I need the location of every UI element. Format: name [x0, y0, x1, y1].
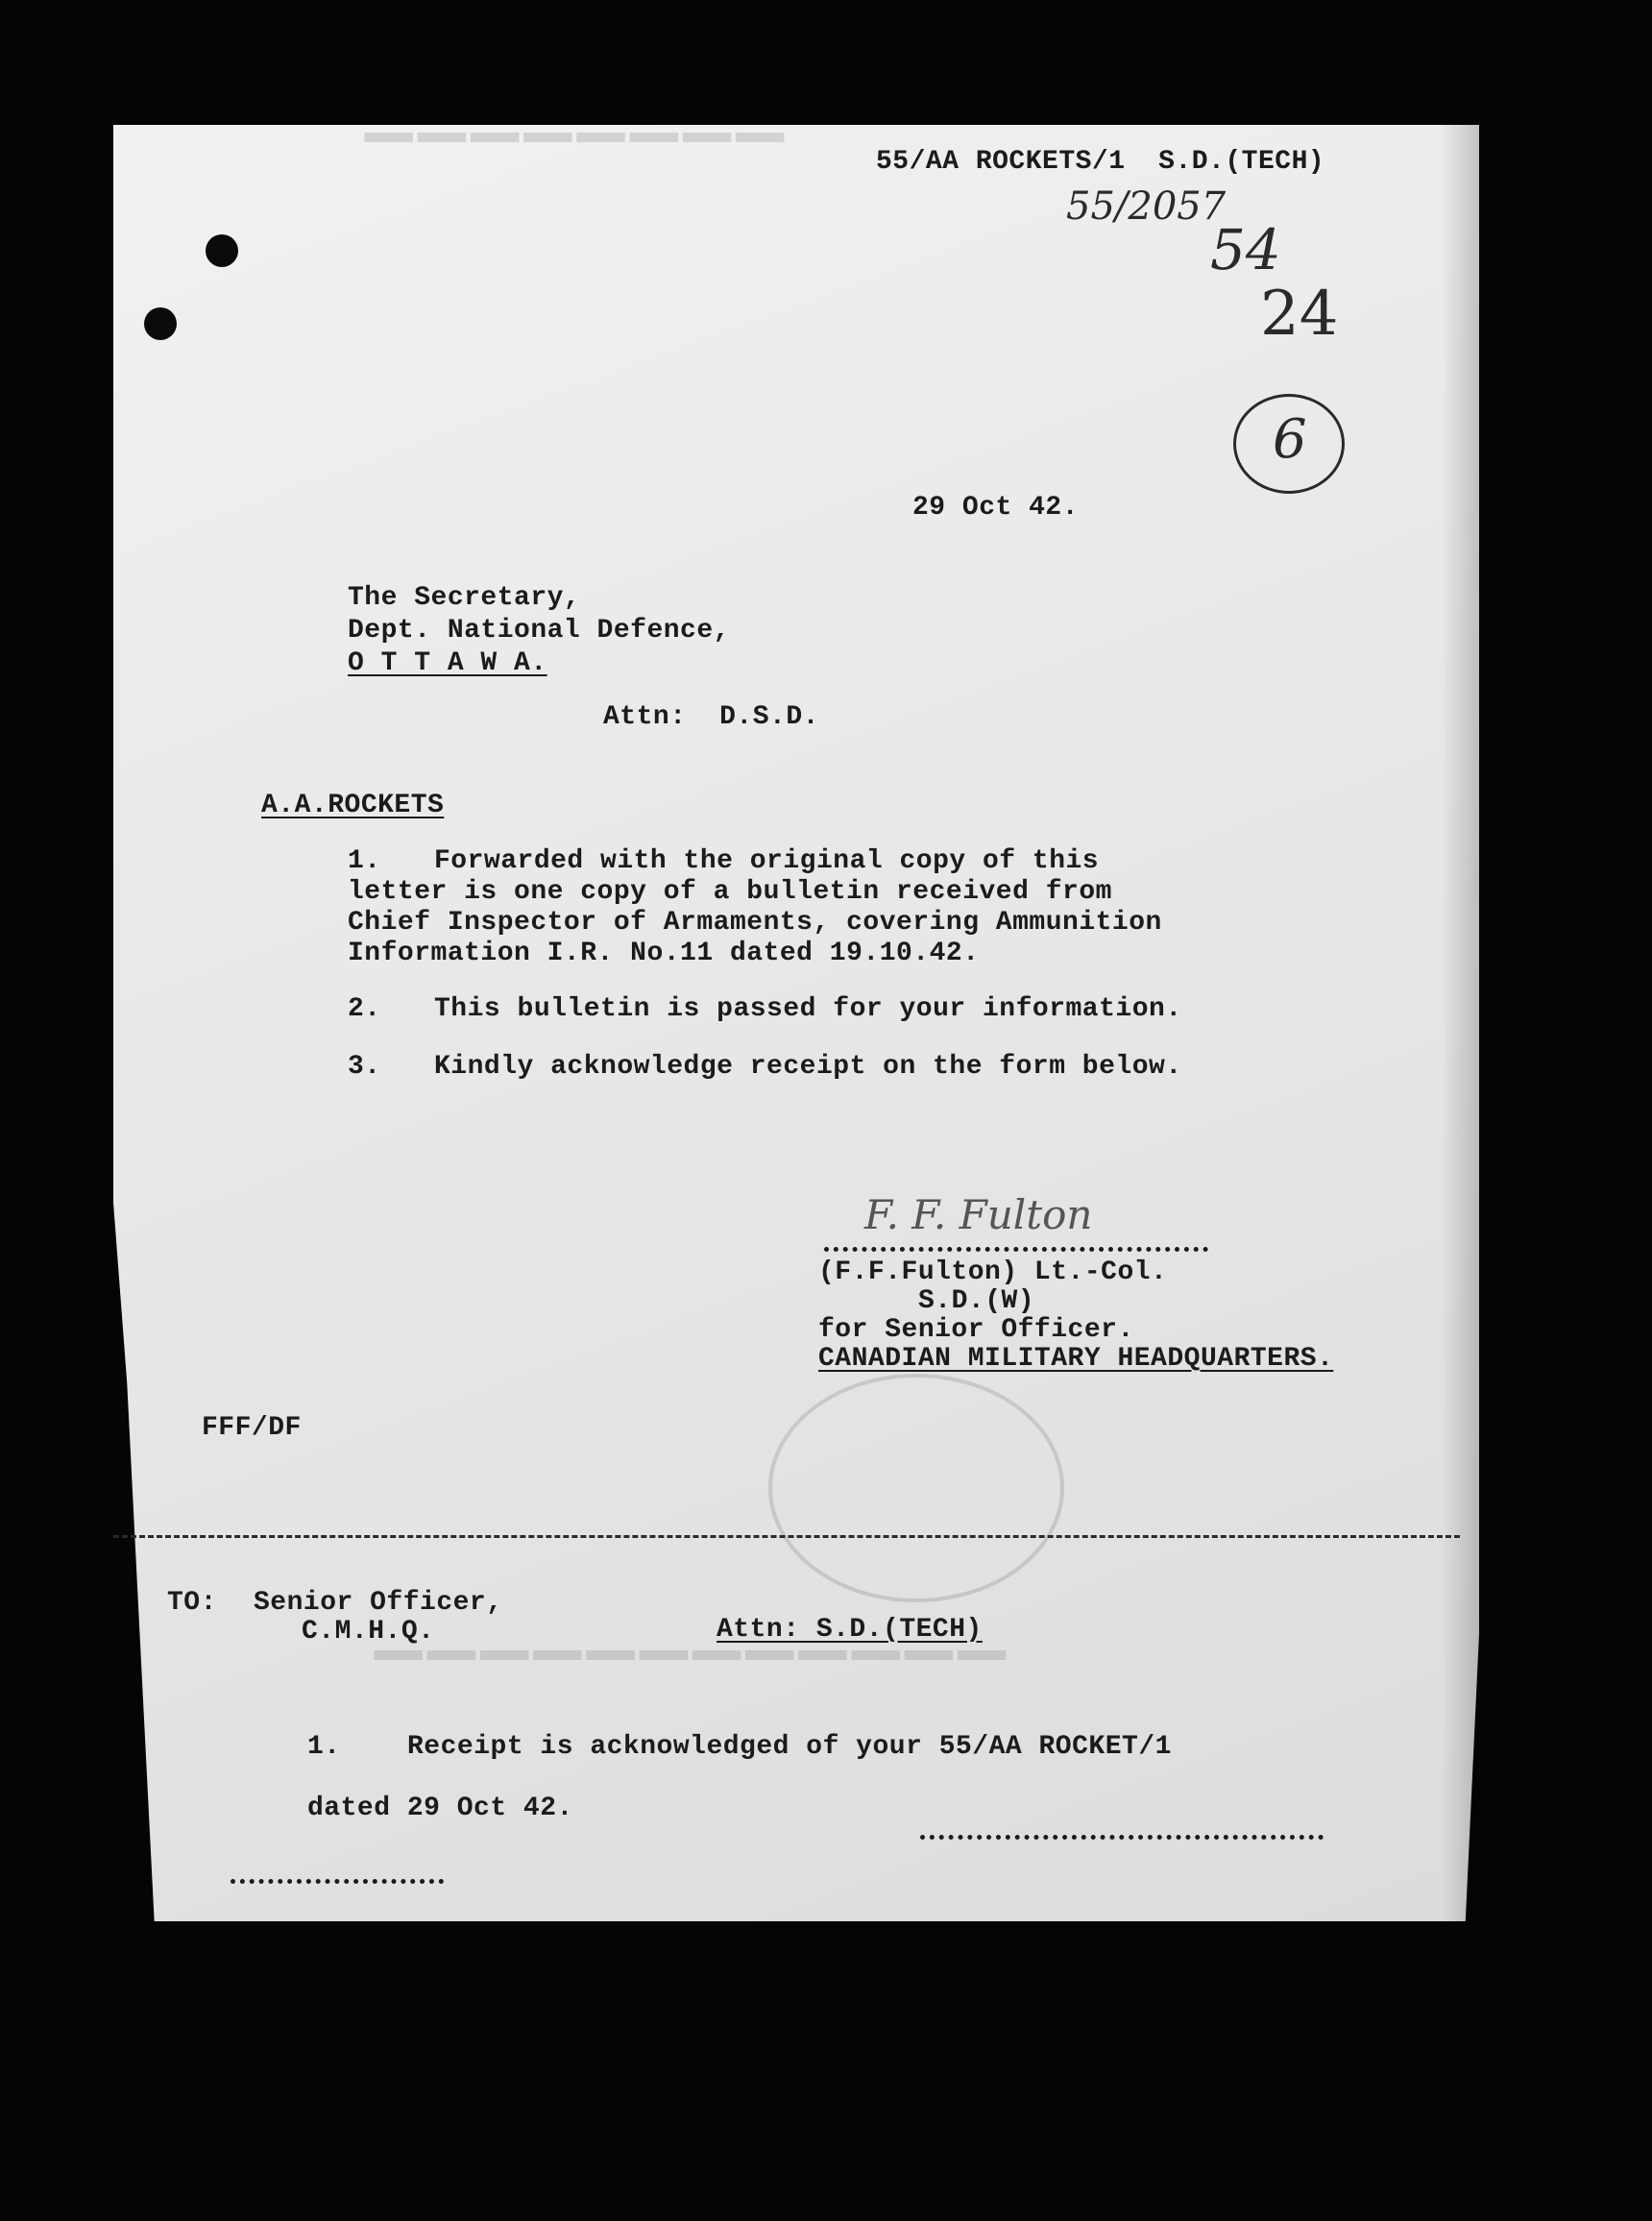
signatory-unit: S.D.(W) — [918, 1286, 1035, 1316]
paragraph-1-line-3: Chief Inspector of Armaments, covering Ammunition — [348, 908, 1162, 938]
paragraph-2-line-1: This bulletin is passed for your information. — [434, 994, 1182, 1024]
paragraph-1-line-4: Information I.R. No.11 dated 19.10.42. — [348, 939, 980, 968]
receipt-attention: Attn: S.D.(TECH) — [717, 1615, 983, 1645]
handwritten-file-number: 55/2057 — [1066, 184, 1227, 229]
punch-hole-top — [206, 234, 238, 267]
signatory-organization: CANADIAN MILITARY HEADQUARTERS. — [818, 1344, 1334, 1374]
file-reference: 55/AA ROCKETS/1 S.D.(TECH) — [876, 147, 1325, 177]
receipt-signature-dotted-line — [920, 1835, 1324, 1840]
receipt-date-dotted-line — [231, 1879, 444, 1884]
addressee-line-3: O T T A W A. — [348, 648, 547, 678]
faded-stamp — [768, 1374, 1064, 1602]
signatory-name-rank: (F.F.Fulton) Lt.-Col. — [818, 1257, 1168, 1287]
signatory-for-line: for Senior Officer. — [818, 1315, 1134, 1345]
paragraph-3-line-1: Kindly acknowledge receipt on the form below. — [434, 1052, 1182, 1082]
paragraph-3-number: 3. — [348, 1052, 381, 1082]
subject-heading: A.A.ROCKETS — [261, 791, 445, 820]
attention-line: Attn: D.S.D. — [603, 702, 819, 732]
receipt-to-label: TO: — [167, 1588, 217, 1618]
handwritten-signature: F. F. Fulton — [864, 1191, 1093, 1238]
bleed-through-bottom: ▔▔▔▔▔▔▔▔▔▔▔▔ — [375, 1652, 1011, 1723]
punch-hole-bottom — [144, 307, 177, 340]
paragraph-1-line-2: letter is one copy of a bulletin received from — [348, 877, 1112, 907]
handwritten-folio-number: 24 — [1260, 279, 1339, 350]
page-edge-shadow — [1441, 125, 1479, 1921]
paragraph-1-line-1: Forwarded with the original copy of this — [434, 846, 1100, 876]
tear-off-dashed-line — [113, 1535, 1460, 1538]
receipt-to-line-2: C.M.H.Q. — [302, 1617, 435, 1647]
receipt-to-line-1: Senior Officer, — [254, 1588, 503, 1618]
handwritten-sub-number: 54 — [1210, 217, 1281, 282]
letter-date: 29 Oct 42. — [912, 493, 1080, 523]
circled-number: 6 — [1273, 408, 1307, 471]
circled-number-badge — [1233, 394, 1345, 494]
addressee-line-1: The Secretary, — [348, 583, 581, 613]
typist-initials: FFF/DF — [202, 1413, 302, 1443]
receipt-paragraph-number: 1. — [307, 1732, 341, 1762]
paragraph-1-number: 1. — [348, 846, 381, 876]
bleed-through-top: ▔▔▔▔▔▔▔▔ — [365, 134, 790, 206]
receipt-paragraph-line-2: dated 29 Oct 42. — [307, 1794, 573, 1823]
addressee-line-2: Dept. National Defence, — [348, 616, 730, 646]
signature-dotted-line — [824, 1247, 1208, 1252]
receipt-paragraph-line-1: Receipt is acknowledged of your 55/AA ROCKET/1 — [407, 1732, 1172, 1762]
paragraph-2-number: 2. — [348, 994, 381, 1024]
